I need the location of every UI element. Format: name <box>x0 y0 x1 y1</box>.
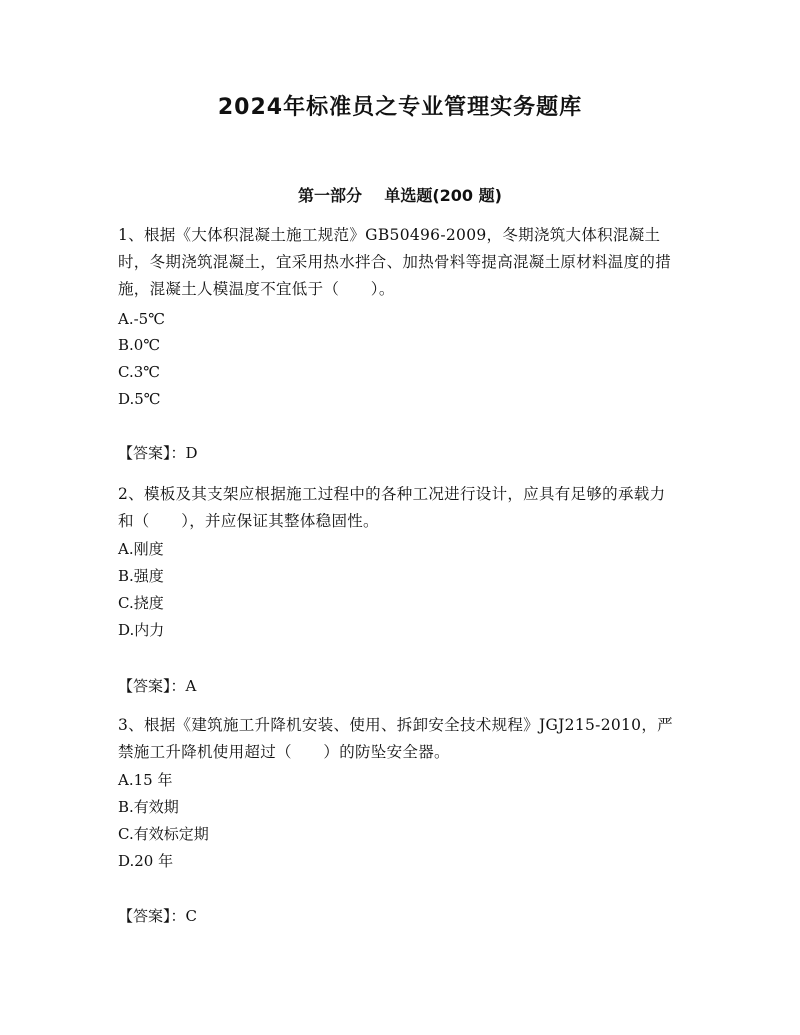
question-3-option-d: D.20 年 <box>118 852 174 870</box>
question-2-option-c: C.挠度 <box>118 594 164 612</box>
question-1-option-b: B.0℃ <box>118 336 161 354</box>
question-3-option-c: C.有效标定期 <box>118 825 209 843</box>
question-3-answer <box>118 903 197 929</box>
section-heading: 第一部分 单选题(200 题) <box>298 186 502 205</box>
question-3-option-b: B.有效期 <box>118 798 179 816</box>
question-1-option-a: A.-5℃ <box>118 310 165 328</box>
question-3-option-a: A.15 年 <box>118 771 173 789</box>
question-2-option-a: A.刚度 <box>118 540 164 558</box>
question-1-answer <box>118 440 198 466</box>
answer-label: 【答案】： <box>118 677 186 695</box>
question-2-answer <box>118 673 196 699</box>
question-1-option-c: C.3℃ <box>118 363 161 381</box>
answer-value: D <box>185 444 198 462</box>
question-2-option-b: B.强度 <box>118 567 164 585</box>
answer-value: A <box>185 677 197 695</box>
answer-label: 【答案】： <box>118 907 186 925</box>
question-2-option-d: D.内力 <box>118 621 165 639</box>
question-3-text: 3、根据《建筑施工升降机安装、使用、拆卸安全技术规程》JGJ215-2010，严禁施工升降机使用超过（ ）的防坠安全器。 <box>118 716 673 761</box>
page-title: 2024年标准员之专业管理实务题库 <box>217 95 583 120</box>
answer-label: 【答案】： <box>118 444 186 462</box>
answer-value: C <box>185 907 197 925</box>
question-2-text: 2、模板及其支架应根据施工过程中的各种工况进行设计，应具有足够的承载力和（ ），并应保证其整体稳固性。 <box>118 485 666 530</box>
question-1-option-d: D.5℃ <box>118 390 161 408</box>
question-1-text: 1、根据《大体积混凝土施工规范》GB50496-2009，冬期浇筑大体积混凝土时，冬期浇筑混凝土，宜采用热水拌合、加热骨料等提高混凝土原材料温度的措施，混凝土人模温度不宜低于（ ）。 <box>118 226 672 298</box>
